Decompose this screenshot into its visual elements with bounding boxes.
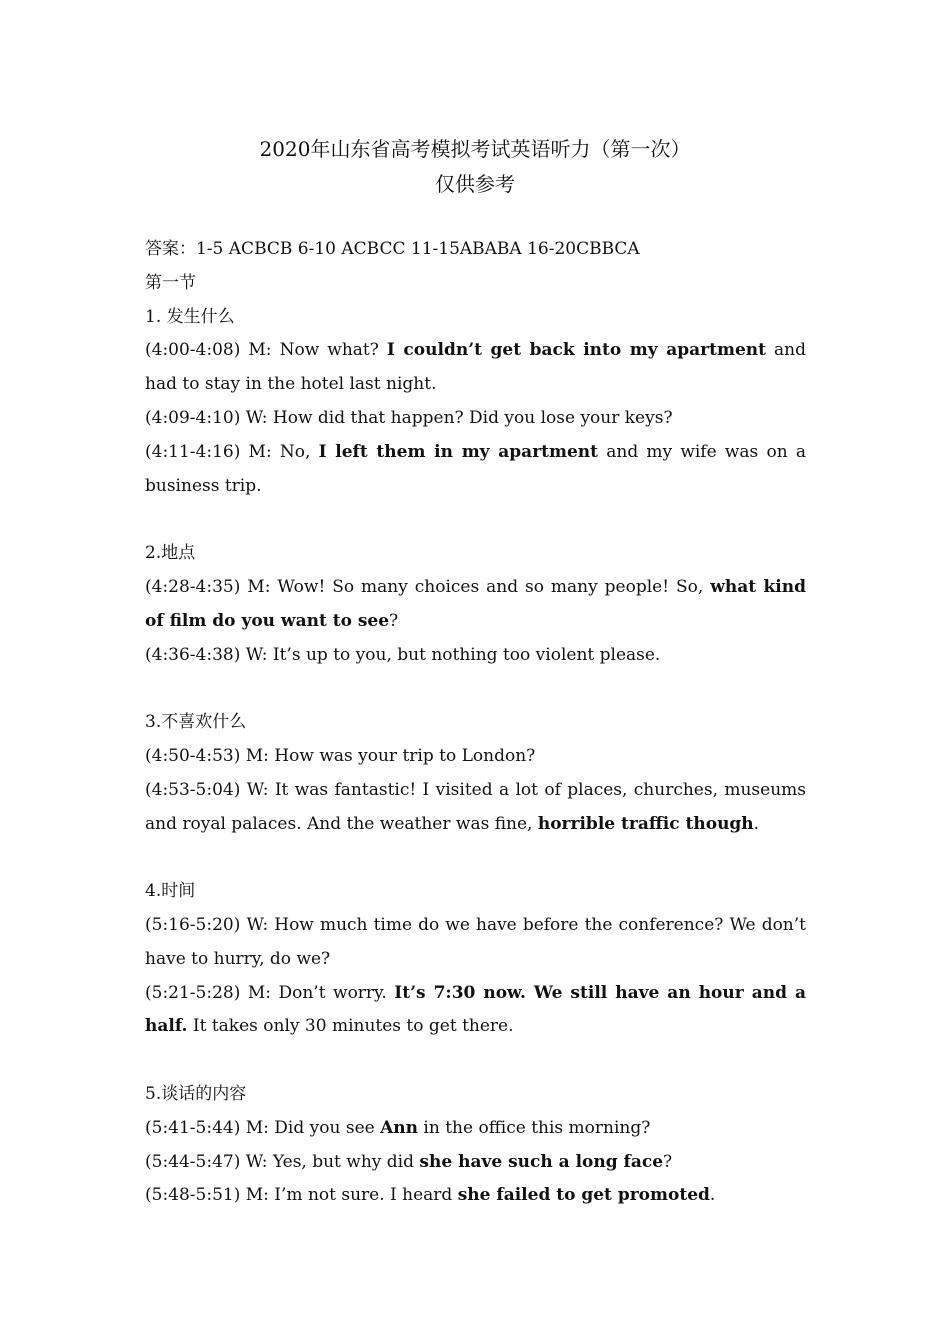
question-heading: 1. 发生什么 xyxy=(145,306,235,327)
dialogue-line: (4:53-5:04) W: It was fantastic! I visited a lot of places, churches, museums and royal palaces. And the weather was fine, horrible traffic though. xyxy=(145,779,806,834)
key-phrase: she failed to get promoted xyxy=(457,1185,710,1206)
key-phrase: It’s 7:30 now. We still have an hour and a half. xyxy=(145,982,806,1037)
key-phrase: I couldn’t get back into my apartment xyxy=(386,340,766,361)
spacer xyxy=(145,672,806,706)
key-phrase: she have such a long face xyxy=(419,1151,664,1172)
question-heading: 4.时间 xyxy=(145,881,196,902)
dialogue-line: (5:16-5:20) W: How much time do we have before the conference? We don’t have to hurry, do we? xyxy=(145,914,806,969)
question-heading: 2.地点 xyxy=(145,543,196,564)
key-phrase: what kind of film do you want to see xyxy=(145,576,806,631)
dialogue-line: (4:09-4:10) W: How did that happen? Did you lose your keys? xyxy=(145,407,673,428)
spacer xyxy=(145,503,806,537)
spacer xyxy=(145,841,806,875)
key-phrase: Ann xyxy=(380,1117,419,1138)
dialogue-line: (4:50-4:53) M: How was your trip to London? xyxy=(145,745,536,766)
dialogue-line: (4:28-4:35) M: Wow! So many choices and so many people! So, what kind of film do you want to see? xyxy=(145,576,806,631)
document-body xyxy=(145,233,806,1213)
dialogue-line: (4:36-4:38) W: It’s up to you, but nothing too violent please. xyxy=(145,644,661,665)
question-heading: 3.不喜欢什么 xyxy=(145,712,247,733)
dialogue-line: (5:41-5:44) M: Did you see Ann in the office this morning? xyxy=(145,1117,651,1138)
section-heading: 第一节 xyxy=(145,272,196,293)
key-phrase: horrible traffic though xyxy=(537,813,754,834)
answer-key: 答案：1-5 ACBCB 6-10 ACBCC 11-15ABABA 16-20CBBCA xyxy=(145,239,640,259)
spacer xyxy=(145,1044,806,1078)
dialogue-line: (4:11-4:16) M: No, I left them in my apartment and my wife was on a business trip. xyxy=(145,441,806,496)
key-phrase: I left them in my apartment xyxy=(318,441,599,462)
dialogue-line: (5:21-5:28) M: Don’t worry. It’s 7:30 now. We still have an hour and a half. It takes only 30 minutes to get there. xyxy=(145,982,806,1037)
dialogue-line: (4:00-4:08) M: Now what? I couldn’t get back into my apartment and had to stay in the hotel last night. xyxy=(145,340,806,395)
document-title: 2020年山东省高考模拟考试英语听力（第一次） xyxy=(259,137,691,161)
question-heading: 5.谈话的内容 xyxy=(145,1083,247,1104)
dialogue-line: (5:44-5:47) W: Yes, but why did she have such a long face? xyxy=(145,1151,673,1172)
document-subtitle: 仅供参考 xyxy=(435,172,515,196)
dialogue-line: (5:48-5:51) M: I’m not sure. I heard she failed to get promoted. xyxy=(145,1185,716,1206)
